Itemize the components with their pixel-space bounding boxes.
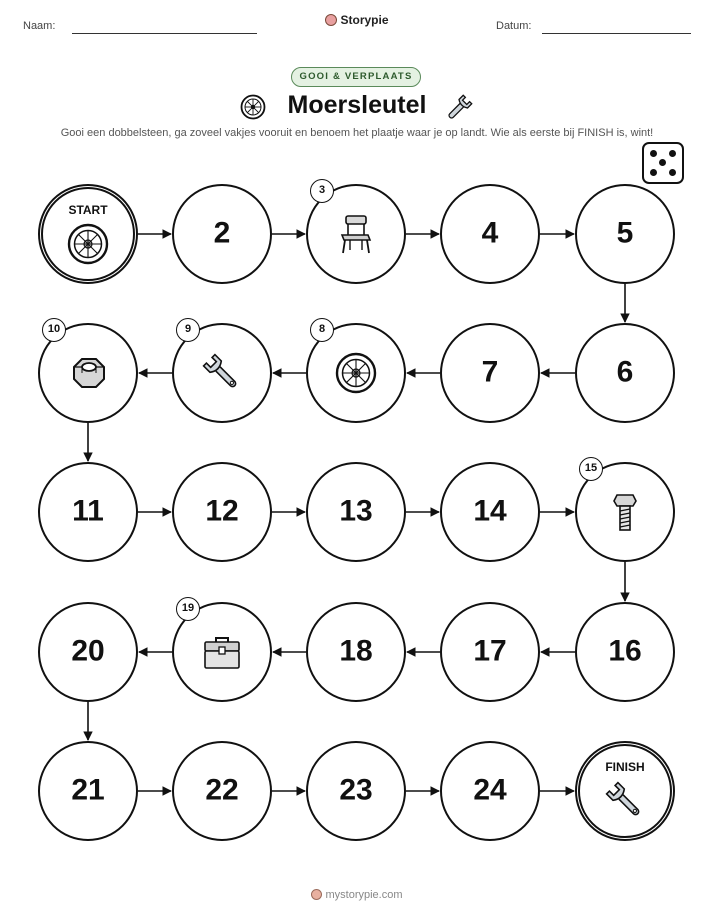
wheel-icon [334,351,378,395]
board-space-24 [440,741,540,841]
space-number-badge: 9 [176,318,200,342]
space-number-badge: 10 [42,318,66,342]
wrench-icon [603,779,647,823]
space-number: 5 [616,216,634,250]
board-space-14 [440,462,540,562]
space-number: 22 [205,773,239,807]
space-number-badge: 15 [579,457,603,481]
game-type-tag: GOOI & VERPLAATS [291,67,421,87]
board-space-4 [440,184,540,284]
board-space-22 [172,741,272,841]
board-space-18 [306,602,406,702]
toolbox-icon [200,630,244,674]
space-number: 23 [339,773,373,807]
space-number: 4 [481,216,499,250]
board-space-2 [172,184,272,284]
board-space-6 [575,323,675,423]
bear-icon [311,889,322,900]
space-number-badge: 8 [310,318,334,342]
space-number: 24 [473,773,507,807]
space-number-badge: 19 [176,597,200,621]
page-title: Moersleutel [287,91,427,119]
start-space [38,184,138,284]
board-space-7 [440,323,540,423]
space-number: 2 [213,216,231,250]
space-number: 16 [608,634,642,668]
board-space-23 [306,741,406,841]
name-label: Naam: [23,20,56,32]
board-space-11 [38,462,138,562]
footer [0,889,714,901]
space-number: 21 [71,773,105,807]
board-space-17 [440,602,540,702]
space-number: 12 [205,494,239,528]
space-number: 18 [339,634,373,668]
board-space-12 [172,462,272,562]
chair-icon [334,212,378,256]
board-space-20 [38,602,138,702]
space-number: 17 [473,634,507,668]
space-label: FINISH [605,760,645,774]
space-number: 14 [473,494,507,528]
space-number: 13 [339,494,373,528]
bolt-icon [603,490,647,534]
board-space-16 [575,602,675,702]
footer-url: mystorypie.com [325,889,403,901]
space-number: 20 [71,634,105,668]
space-number-badge: 3 [310,179,334,203]
brand-name: Storypie [340,13,389,27]
board-space-13 [306,462,406,562]
date-label: Datum: [496,20,532,32]
wrench-icon [200,351,244,395]
wheel-icon [66,222,110,266]
space-number: 11 [72,494,104,528]
finish-space [575,741,675,841]
board-space-5 [575,184,675,284]
space-number: 6 [616,355,634,389]
space-label: START [68,203,108,217]
board-space-21 [38,741,138,841]
instructions-text: Gooi een dobbelsteen, ga zoveel vakjes vooruit en benoem het plaatje waar je op landt. Wie als eerste bij FINISH is, wint! [60,127,654,139]
space-number: 7 [481,355,499,389]
nut-icon [66,351,110,395]
